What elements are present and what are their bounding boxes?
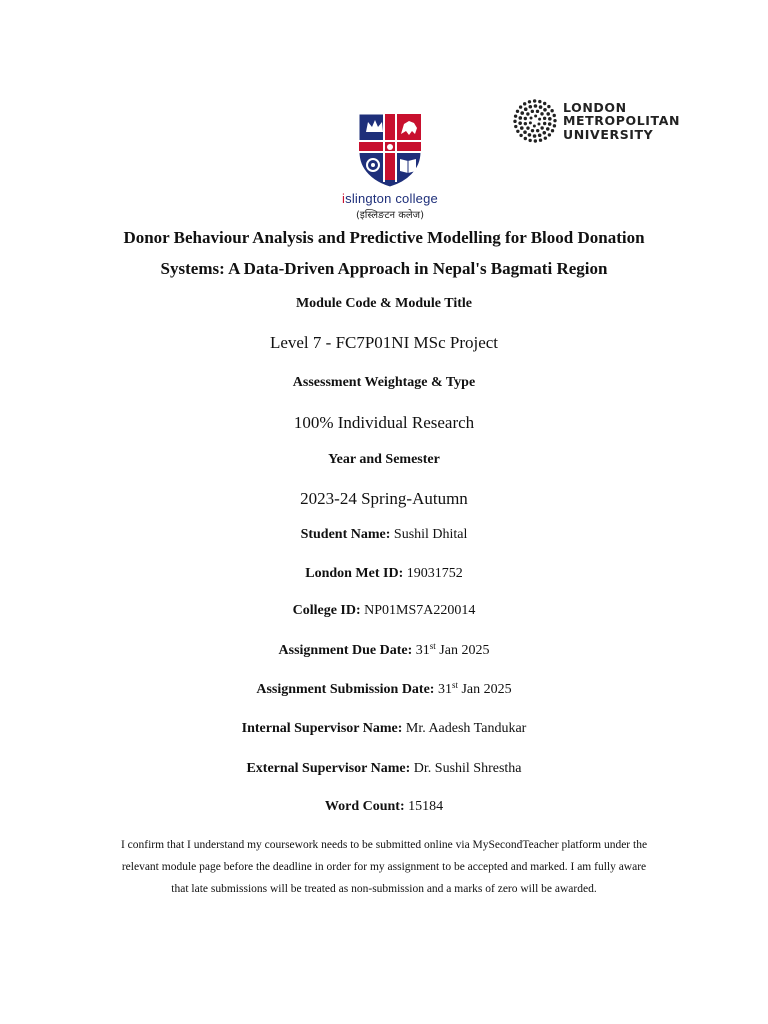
assessment-value: 100% Individual Research [293, 413, 475, 432]
year-semester-value: 2023-24 Spring-Autumn [300, 489, 468, 508]
college-id-label: College ID: [292, 603, 361, 618]
submission-date-row [0, 682, 768, 698]
london-metropolitan-university-logo [512, 98, 680, 144]
word-count-row [0, 799, 768, 815]
module-label: Module Code & Module Title [295, 296, 473, 311]
due-date-rest: Jan 2025 [439, 643, 490, 658]
lmu-dot-globe-icon [512, 98, 558, 144]
due-date-label: Assignment Due Date: [278, 643, 413, 658]
internal-supervisor-row [0, 721, 768, 737]
submission-date-rest: Jan 2025 [461, 682, 512, 697]
submission-confirmation [84, 834, 684, 900]
module-value: Level 7 - FC7P01NI MSc Project [269, 333, 499, 352]
london-met-id-row [0, 566, 768, 582]
confirmation-line3: that late submissions will be treated as non-submission and a marks of zero will be awarded. [171, 883, 597, 895]
london-met-id-label: London Met ID: [305, 566, 404, 581]
report-title-line1: Donor Behaviour Analysis and Predictive Modelling for Blood Donation [123, 228, 645, 247]
lmu-line2: METROPOLITAN [563, 113, 681, 129]
confirmation-line2: relevant module page before the deadline in order for my assignment to be accepted and marked. I am fully aware [121, 861, 647, 873]
report-title-line2: Systems: A Data-Driven Approach in Nepal's Bagmati Region [160, 259, 608, 278]
due-date-suffix: st [429, 641, 436, 651]
submission-date-label: Assignment Submission Date: [256, 682, 435, 697]
external-supervisor-row [0, 761, 768, 777]
confirmation-line1: I confirm that I understand my coursework needs to be submitted online via MySecondTeacher platform under the [120, 839, 648, 851]
london-met-id-value: 19031752 [406, 566, 463, 581]
college-id-value: NP01MS7A220014 [364, 603, 476, 618]
internal-supervisor-label: Internal Supervisor Name: [241, 721, 403, 736]
islington-college-name [330, 191, 450, 206]
submission-date-day: 31 [437, 682, 452, 697]
student-name-row [0, 527, 768, 543]
due-date-row [0, 643, 768, 659]
word-count-value: 15184 [408, 799, 444, 814]
islington-name-rest: slington college [345, 191, 438, 206]
islington-name-prefix: i [342, 191, 346, 206]
lmu-line1: LONDON [563, 99, 627, 115]
submission-date-suffix: st [451, 680, 458, 690]
student-name-value: Sushil Dhital [393, 527, 468, 542]
student-name-label: Student Name: [300, 527, 391, 542]
lmu-line3: UNIVERSITY [563, 126, 654, 142]
islington-crest-icon [357, 112, 423, 188]
islington-college-logo [330, 112, 450, 221]
lmu-wordmark [563, 101, 680, 142]
college-id-row [0, 603, 768, 619]
year-semester-label: Year and Semester [328, 452, 440, 467]
external-supervisor-label: External Supervisor Name: [246, 761, 411, 776]
assessment-label: Assessment Weightage & Type [292, 375, 476, 390]
word-count-label: Word Count: [324, 799, 405, 814]
internal-supervisor-value: Mr. Aadesh Tandukar [405, 721, 527, 736]
external-supervisor-value: Dr. Sushil Shrestha [413, 761, 522, 776]
islington-devanagari-name: (इस्लिङटन कलेज) [356, 210, 424, 221]
due-date-day: 31 [415, 643, 430, 658]
